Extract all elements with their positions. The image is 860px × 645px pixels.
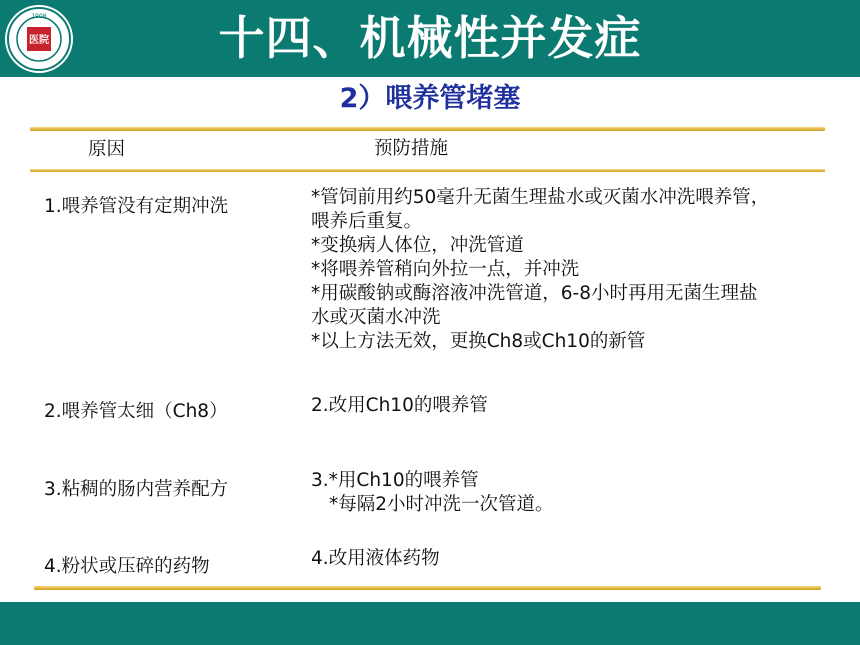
cause-cell: 3.粘稠的肠内营养配方 (44, 479, 229, 500)
prevention-cell (311, 469, 836, 517)
prevention-line: 水或灭菌水冲洗 (311, 307, 441, 328)
cause-cell: 1.喂养管没有定期冲洗 (44, 196, 229, 217)
prevention-line: 喂养后重复。 (311, 211, 423, 232)
prevention-line: *管饲前用约50毫升无菌生理盐水或灭菌水冲洗喂养管， (311, 187, 770, 208)
logo-year: 1908 (31, 13, 47, 20)
page-title: 十四、机械性并发症 (218, 11, 642, 65)
prevention-line: 3.*用Ch10的喂养管 (311, 470, 479, 491)
table-header-rule (30, 169, 825, 172)
prevention-cell (311, 186, 836, 354)
table-bottom-rule (34, 586, 821, 590)
prevention-line: 4.改用液体药物 (311, 548, 440, 569)
prevention-line: *以上方法无效，更换Ch8或Ch10的新管 (311, 331, 646, 352)
cause-cell: 2.喂养管太细（Ch8） (44, 401, 228, 422)
column-header-prevention: 预防措施 (374, 138, 449, 159)
prevention-line: *每隔2小时冲洗一次管道。 (329, 494, 554, 515)
column-header-cause: 原因 (88, 139, 126, 160)
prevention-line: *用碳酸钠或酶溶液冲洗管道，6-8小时再用无菌生理盐 (311, 283, 758, 304)
cause-cell: 4.粉状或压碎的药物 (44, 556, 210, 577)
prevention-line: *将喂养管稍向外拉一点，并冲洗 (311, 259, 580, 280)
prevention-cell (311, 547, 836, 571)
footer-bar (0, 602, 860, 645)
prevention-line: 2.改用Ch10的喂养管 (311, 395, 488, 416)
prevention-line: *变换病人体位，冲洗管道 (311, 235, 524, 256)
prevention-cell (311, 394, 836, 418)
section-subtitle: 2）喂养管堵塞 (339, 83, 521, 114)
header-bar (0, 0, 860, 77)
logo-seal-text: 医院 (29, 35, 49, 46)
table-top-rule (30, 127, 825, 131)
